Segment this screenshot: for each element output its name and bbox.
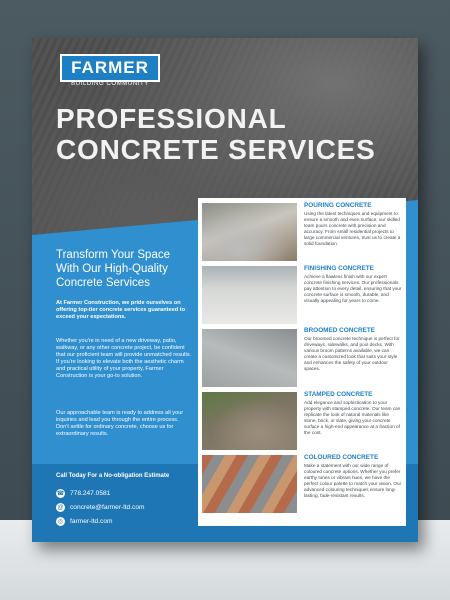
- contact-website[interactable]: [56, 517, 113, 526]
- intro-paragraph-1: Whether you're in need of a new driveway, patio, walkway, or any other concrete project, be confident that our proficient team will provide unmatched results. If you're looking to elevate both the aesthetic charm and practical utility of your property, Farmer Construction is your go-to solution.: [56, 338, 192, 379]
- email-text: concrete@farmer-ltd.com: [70, 504, 145, 511]
- brand-logo: FARMER: [60, 54, 160, 82]
- intro-tagline: Transform Your Space With Our High-Quality Concrete Services: [56, 249, 170, 289]
- service-description: Using the latest techniques and equipment to ensure a smooth and even surface, our skilled team pours concrete with precision and accuracy. From small residential projects to large commercial ventures, trust us to create a solid foundation.: [304, 211, 401, 246]
- service-title: STAMPED CONCRETE: [304, 391, 373, 398]
- page-title: [56, 103, 396, 165]
- website-text: farmer-ltd.com: [70, 518, 113, 525]
- service-title: COLOURED CONCRETE: [304, 454, 379, 461]
- email-icon: @: [57, 504, 64, 511]
- service-description: Make a statement with our wide range of coloured concrete options. Whether you prefer earthy tones or vibrant hues, we have the perfect colour palette to match your vision. Our advanced colouring techniques ensure long-lasting, fade-resistant results.: [304, 463, 402, 498]
- headline-line-2: CONCRETE SERVICES: [56, 134, 376, 165]
- service-coloured: [304, 454, 402, 499]
- intro-bold-text: At Farmer Construction, we pride ourselves on offering top-tier concrete services guaranteed to exceed your expectations.: [56, 300, 185, 320]
- service-description: Our broomed concrete technique is perfect for driveways, sidewalks, and pool decks. With various broom patterns available, we can create a customized look that suits your style and enhances the safety of your outdoor spaces.: [304, 336, 400, 371]
- flyer: [32, 38, 418, 542]
- globe-icon: ◎: [57, 519, 64, 525]
- services-panel: [198, 198, 406, 526]
- brand-tagline: BUILDING COMMUNITY: [71, 81, 149, 87]
- service-description: Add elegance and sophistication to your property with stamped concrete. Our team can replicate the look of natural materials like stone, brick, or slate, giving your concrete surface a high-end appearance at a fraction of the cost.: [304, 400, 401, 435]
- broomed-concrete-photo: [202, 329, 297, 387]
- coloured-concrete-photo: [202, 455, 297, 513]
- service-title: POURING CONCRETE: [304, 202, 372, 209]
- phone-text: 778.247.0581: [70, 490, 111, 497]
- contact-email[interactable]: [56, 503, 144, 512]
- service-broomed: [304, 327, 402, 372]
- contact-phone[interactable]: [56, 489, 110, 498]
- service-title: BROOMED CONCRETE: [304, 327, 376, 334]
- headline-line-1: PROFESSIONAL: [56, 103, 287, 134]
- phone-icon: ☎: [56, 491, 65, 497]
- intro-paragraph-2: Our approachable team is ready to address all your inquiries and lead you through the entire process. Don't settle for ordinary concrete, choose us for extraordinary results.: [56, 410, 184, 437]
- service-description: Achieve a flawless finish with our expert concrete finishing services. Our professionals pay attention to every detail, ensuring that your concrete surface is smooth, durable, and visually appealing for years to come.: [304, 274, 402, 303]
- service-pouring: [304, 202, 402, 247]
- pouring-concrete-photo: [202, 203, 297, 261]
- service-stamped: [304, 391, 402, 436]
- finishing-concrete-photo: [202, 266, 297, 324]
- service-finishing: [304, 265, 402, 304]
- stamped-concrete-photo: [202, 392, 297, 450]
- service-title: FINISHING CONCRETE: [304, 265, 374, 272]
- estimate-cta: Call Today For a No-obligation Estimate: [56, 473, 170, 479]
